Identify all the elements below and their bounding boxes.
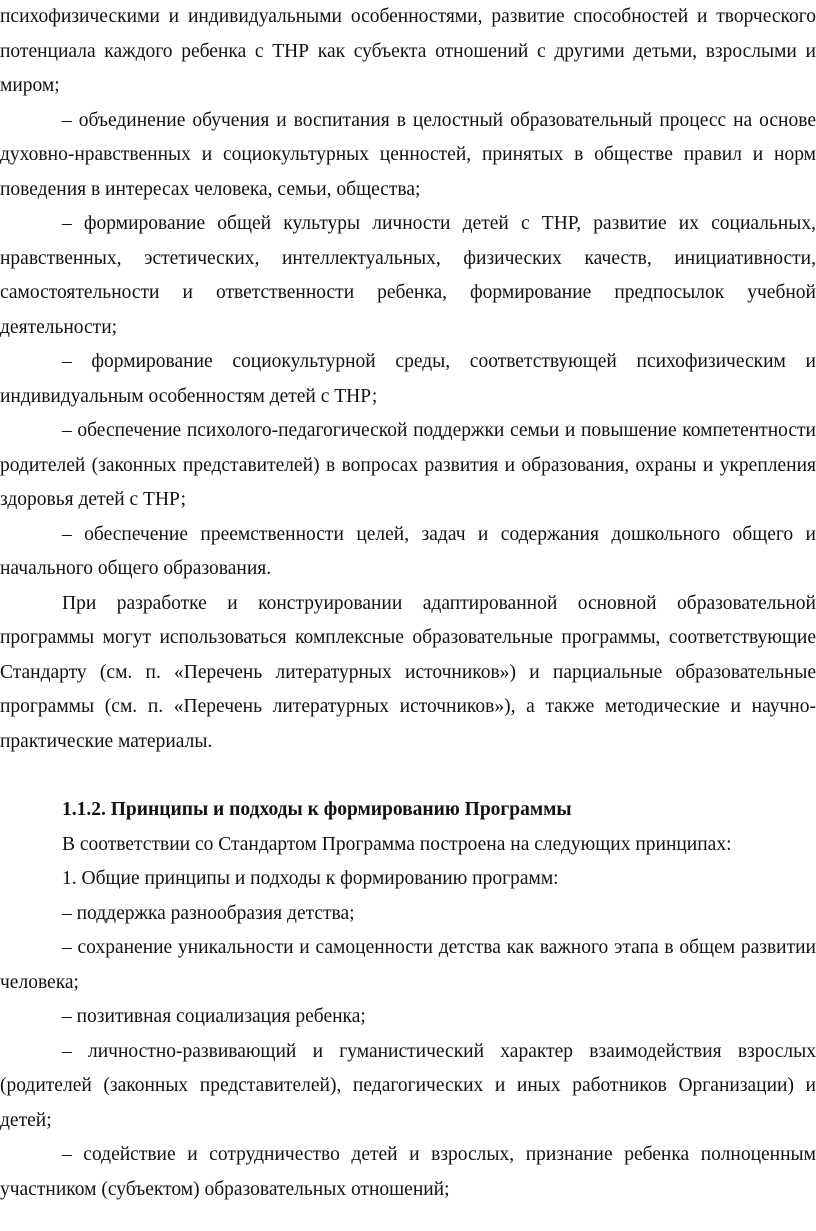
principle-item: – содействие и сотрудничество детей и взрослых, признание ребенка полноценным участником (субъектом) образовательных отношений;: [0, 1144, 816, 1200]
paragraph-item: – формирование общей культуры личности детей с ТНР, развитие их социальных, нравственных, эстетических, интеллектуальных, физических качеств, инициативности, самостоятельности и ответственности ребенка, формирование предпосылок учебной деятельности;: [0, 213, 816, 338]
paragraph-continuation: психофизическими и индивидуальными особенностями, развитие способностей и творческого потенциала каждого ребенка с ТНР как субъекта отношений с другими детьми, взрослыми и миром;: [0, 6, 816, 96]
principle-item: – личностно-развивающий и гуманистический характер взаимодействия взрослых (родителей (законных представителей), педагогических и иных работников Организации) и детей;: [0, 1040, 816, 1131]
list-heading: 1. Общие принципы и подходы к формированию программ:: [62, 868, 559, 889]
principle-item: – сохранение уникальности и самоценности детства как важного этапа в общем развитии человека;: [0, 937, 816, 993]
principle-item: – поддержка разнообразия детства;: [62, 902, 355, 924]
intro-line: В соответствии со Стандартом Программа построена на следующих принципах:: [62, 833, 732, 855]
section-heading: 1.1.2. Принципы и подходы к формированию Программы: [62, 799, 572, 820]
paragraph-item: – формирование социокультурной среды, соответствующей психофизическим и индивидуальным особенностям детей с ТНР;: [0, 351, 816, 407]
paragraph-item: При разработке и конструировании адаптированной основной образовательной программы могут использоваться комплексные образовательные программы, соответствующие Стандарту (см. п. «Перечень литературных источников») и парциальные образовательные программы (см. п. «Перечень литературных источников»), а также методические и научно-практические материалы.: [0, 592, 816, 752]
paragraph-item: – обеспечение преемственности целей, задач и содержания дошкольного общего и начального общего образования.: [0, 523, 816, 579]
paragraph-item: – объединение обучения и воспитания в целостный образовательный процесс на основе духовно-нравственных и социокультурных ценностей, принятых в обществе правил и норм поведения в интересах человека, семьи, общества;: [0, 109, 816, 200]
paragraph-item: – обеспечение психолого-педагогической поддержки семьи и повышение компетентности родителей (законных представителей) в вопросах развития и образования, охраны и укрепления здоровья детей с ТНР;: [0, 420, 816, 510]
principle-item: – позитивная социализация ребенка;: [62, 1006, 366, 1027]
